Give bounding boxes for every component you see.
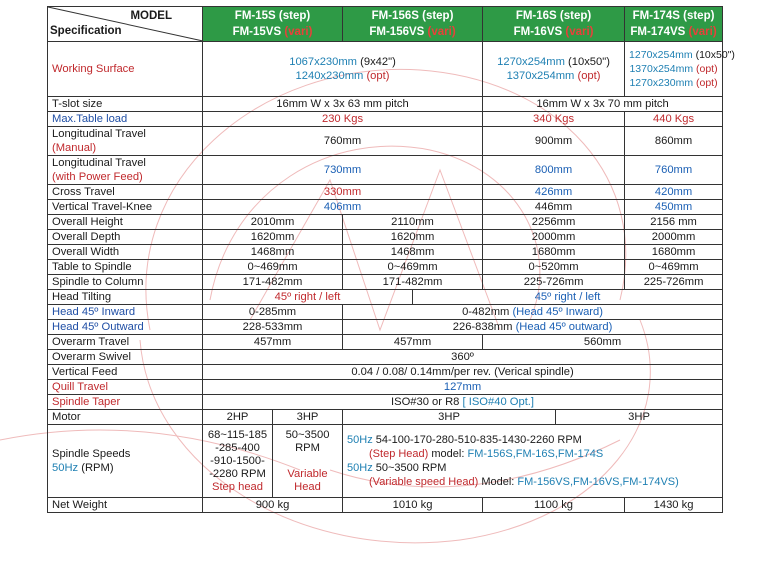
row-head-inward [48, 305, 723, 320]
row-working-surface [48, 42, 723, 97]
label-overarm-swivel: Overarm Swivel [48, 350, 203, 365]
row-motor [48, 410, 723, 425]
row-table-load [48, 112, 723, 127]
value-head-outward-b: 226-838mm (Head 45º outward) [343, 320, 723, 335]
label-taper: Spindle Taper [48, 395, 203, 410]
row-long-power [48, 156, 723, 185]
value-overarm-travel-a: 457mm [203, 335, 343, 350]
value-table-spindle-b: 0~469mm [343, 260, 483, 275]
label-weight: Net Weight [48, 498, 203, 513]
value-width-a: 1468mm [203, 245, 343, 260]
header-row [48, 7, 723, 42]
value-depth-a: 1620mm [203, 230, 343, 245]
value-long-manual-c: 860mm [625, 127, 723, 156]
value-motor-c: 3HP [343, 410, 556, 425]
corner-cell [48, 7, 203, 42]
value-long-manual-a: 760mm [203, 127, 483, 156]
value-weight-b: 1010 kg [343, 498, 483, 513]
value-height-a: 2010mm [203, 215, 343, 230]
value-working-surface-a: 1067x230mm (9x42") 1240x230mm (opt) [203, 42, 483, 97]
value-spindle-column-a: 171-482mm [203, 275, 343, 290]
label-depth: Overall Depth [48, 230, 203, 245]
model-header-fm174: FM-174S (step) FM-174VS (vari) [625, 7, 723, 42]
value-width-c: 1680mm [483, 245, 625, 260]
value-long-power-b: 800mm [483, 156, 625, 185]
row-cross [48, 185, 723, 200]
value-vertical-knee-b: 446mm [483, 200, 625, 215]
value-weight-c: 1100 kg [483, 498, 625, 513]
row-head-outward [48, 320, 723, 335]
row-head-tilting [48, 290, 723, 305]
value-motor-a: 2HP [203, 410, 273, 425]
row-overarm-travel [48, 335, 723, 350]
value-spindle-column-d: 225-726mm [625, 275, 723, 290]
label-height: Overall Height [48, 215, 203, 230]
value-head-tilting-b: 45º right / left [413, 290, 723, 305]
row-vertical-feed [48, 365, 723, 380]
model-header-fm156: FM-156S (step) FM-156VS (vari) [343, 7, 483, 42]
value-head-inward-b: 0-482mm (Head 45º Inward) [343, 305, 723, 320]
value-quill: 127mm [203, 380, 723, 395]
value-table-load-c: 440 Kgs [625, 112, 723, 127]
value-height-d: 2156 mm [625, 215, 723, 230]
value-cross-c: 420mm [625, 185, 723, 200]
row-weight [48, 498, 723, 513]
label-long-power: Longitudinal Travel (with Power Feed) [48, 156, 203, 185]
label-vertical-feed: Vertical Feed [48, 365, 203, 380]
value-cross-b: 426mm [483, 185, 625, 200]
row-tslot [48, 97, 723, 112]
label-tslot: T-slot size [48, 97, 203, 112]
value-table-spindle-d: 0~469mm [625, 260, 723, 275]
value-table-load-b: 340 Kgs [483, 112, 625, 127]
label-quill: Quill Travel [48, 380, 203, 395]
value-head-inward-a: 0-285mm [203, 305, 343, 320]
label-head-inward: Head 45º Inward [48, 305, 203, 320]
value-spindle-column-b: 171-482mm [343, 275, 483, 290]
row-spindle-column [48, 275, 723, 290]
label-working-surface: Working Surface [48, 42, 203, 97]
label-width: Overall Width [48, 245, 203, 260]
value-overarm-travel-b: 457mm [343, 335, 483, 350]
row-depth [48, 230, 723, 245]
value-speeds-a: 68~115-185 -285-400 -910-1500- -2280 RPM Step head [203, 425, 273, 498]
label-overarm-travel: Overarm Travel [48, 335, 203, 350]
value-depth-b: 1620mm [343, 230, 483, 245]
value-motor-b: 3HP [273, 410, 343, 425]
value-weight-a: 900 kg [203, 498, 343, 513]
label-long-manual: Longitudinal Travel (Manual) [48, 127, 203, 156]
label-table-spindle: Table to Spindle [48, 260, 203, 275]
row-taper [48, 395, 723, 410]
value-overarm-swivel: 360º [203, 350, 723, 365]
row-speeds [48, 425, 723, 498]
label-table-load: Max.Table load [48, 112, 203, 127]
value-vertical-knee-a: 406mm [203, 200, 483, 215]
row-vertical-knee [48, 200, 723, 215]
value-width-d: 1680mm [625, 245, 723, 260]
value-vertical-feed: 0.04 / 0.08/ 0.14mm/per rev. (Verical spindle) [203, 365, 723, 380]
value-table-spindle-c: 0~520mm [483, 260, 625, 275]
label-cross: Cross Travel [48, 185, 203, 200]
value-vertical-knee-c: 450mm [625, 200, 723, 215]
model-label: MODEL [130, 10, 172, 22]
value-long-manual-b: 900mm [483, 127, 625, 156]
value-height-b: 2110mm [343, 215, 483, 230]
value-motor-d: 3HP [556, 410, 723, 425]
row-width [48, 245, 723, 260]
label-head-outward: Head 45º Outward [48, 320, 203, 335]
value-spindle-column-c: 225-726mm [483, 275, 625, 290]
value-tslot-a: 16mm W x 3x 63 mm pitch [203, 97, 483, 112]
label-head-tilting: Head Tilting [48, 290, 203, 305]
value-width-b: 1468mm [343, 245, 483, 260]
label-vertical-knee: Vertical Travel-Knee [48, 200, 203, 215]
value-working-surface-c: 1270x254mm (10x50") 1370x254mm (opt) 1270x230mm (opt) [625, 42, 723, 97]
value-depth-c: 2000mm [483, 230, 625, 245]
value-long-power-a: 730mm [203, 156, 483, 185]
label-spindle-column: Spindle to Column [48, 275, 203, 290]
model-header-fm15: FM-15S (step) FM-15VS (vari) [203, 7, 343, 42]
row-height [48, 215, 723, 230]
row-quill [48, 380, 723, 395]
value-speeds-c: 50Hz 54-100-170-280-510-835-1430-2260 RPM (Step Head) model: FM-156S,FM-16S,FM-174S 50Hz 50~3500 RPM (Variable speed Head) Model: FM-156VS,FM-16VS,FM-174VS) [343, 425, 723, 498]
label-speeds: Spindle Speeds 50Hz (RPM) [48, 425, 203, 498]
value-speeds-b: 50~3500 RPM Variable Head [273, 425, 343, 498]
value-cross-a: 330mm [203, 185, 483, 200]
value-weight-d: 1430 kg [625, 498, 723, 513]
model-header-fm16: FM-16S (step) FM-16VS (vari) [483, 7, 625, 42]
value-overarm-travel-c: 560mm [483, 335, 723, 350]
value-head-tilting-a: 45º right / left [203, 290, 413, 305]
value-taper: ISO#30 or R8 [ ISO#40 Opt.] [203, 395, 723, 410]
row-overarm-swivel [48, 350, 723, 365]
value-height-c: 2256mm [483, 215, 625, 230]
value-table-load-a: 230 Kgs [203, 112, 483, 127]
value-working-surface-b: 1270x254mm (10x50") 1370x254mm (opt) [483, 42, 625, 97]
value-depth-d: 2000mm [625, 230, 723, 245]
row-long-manual [48, 127, 723, 156]
row-table-spindle [48, 260, 723, 275]
label-motor: Motor [48, 410, 203, 425]
value-tslot-b: 16mm W x 3x 70 mm pitch [483, 97, 723, 112]
value-head-outward-a: 228-533mm [203, 320, 343, 335]
spec-label: Specification [50, 25, 122, 37]
spec-table [47, 6, 735, 513]
value-long-power-c: 760mm [625, 156, 723, 185]
value-table-spindle-a: 0~469mm [203, 260, 343, 275]
